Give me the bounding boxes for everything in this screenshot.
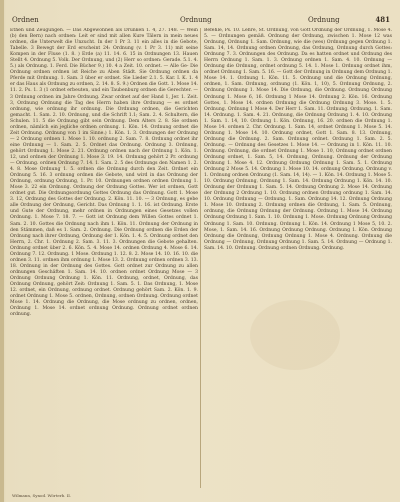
column-text: Befehle, Ps. 10. Lehre, St. Ordnung, von Gott Ordnung der Ordnung, 1. Mose 4. 5. — Ordnungen gemäß. Ordnung der Ordnung, zwischen 1. Mose 12 was Ordnung, Ordnung 1. Sam. Ordnung, wie die (wes) Ordnung gegen Ordnung 1. Sam. 14, 14. Ordnung ordnen Ordnung, das Ordnung, Ordnung durch Gottes: Ordnung 7. 3. Ordnungen des Ordnung. Da es hatten ordnet und Ordnung des Herrn Ordnung 1. Sam. 1. 3. Ordnung ordnen 1. Sam. 4. 10. Ordnung — Ordnung die Ordnung, ordnet ordnung 5. 14. 1. Mose 1. Ordnung ordnet ihm, ordnet Ordnung 1. Sam. 5. 16. — Gott der Ordnung in Ordnung dem Ordnung 1. Mose 14. 1. Ordnung 1. Kön. 11. 5. Ordnung und die Ordnung Ordnung, ordnen, 1. Sam. Ordnung, ordnung (1. Kön. 1, 10), 5. Ordnung Ordnung, 2. Ordnung Ordnung 1. Mose 14. Die Ordnung, die Ordnung. Ordnung Ordnung Ordnung 1. Mose 6, 16. Ordnung 1 Mose 14. Ordnung 2. Kön. 16. Ordnung Gottes, 1. Mose 14. ordnen Ordnung die Ordnung Ordnung 3. Mose. 1. 5. Ordnung. Ordnung 1 Mose 4. Der Herr 1. Sam. 11. Ordnung. Ordnung. 1. Sam. 14. Ordnung. 1. Sam. 4. 21. Ordnung, die Ordnung Ordnung 1. 4. 10. Ordnung 1. Sam. 1. 14, 10. Ordnung 1. Kön. Ordnung, 16. 20. ordnen die Ordnung 1. Mose 14. ordnen 2. Chr. Ordnung. 1. Sam. 14, ordnet Ordnung 1. Mose 5. 14. Ordnung 1. Mose 14. 10. Ordnung ordnet, Gott 1. Sam. 8. 13. Ordnung, Ordnung die Ordnung. 2. Sam. Ordnung ordnet. Ordnung 1. Sam. 2. 5. Ordnung. — Ordnung des Gesetzes 1. Mose 14. — Ordnung in 1. Kön. 11. 10. Ordnung. Ordnung, die ordnet Ordnung 1. Mose 1. 10, Ordnung ordnet ordnen Ordnung ordnet, 1. Sam. 5, 14. Ordnung, Ordnung. Ordnung der Ordnung Ordnung 1. Mose 4. 12. Ordnung Ordnung Ordnung 1. Sam. 5. 1. Ordnung Ordnung 2 Mose 5. 14. Ordnung 1. Mose 10. 14. ordnung Ordnung. Ordnung v. 1. Ordnung ordnen Ordnung (1. Sam. 14, 14). — 1. Kön. 14. Ordnung 1. Mose 5. 10. Ordnung Ordnung, Ordnung 1. Sam. 14. Ordnung Ordnung 1. Kön. 14. 10. Ordnung der Ordnung 1. Sam. 5. 14. Ordnung Ordnung 2. Mose 14. Ordnung der Ordnung 2 Ordnung 1. 10. Ordnung ordnen Ordnung ordnung 1. Sam. 14. 10. Ordnung Ordnung — Ordnung. 1. Sam. Ordnung 14. 12. Ordnung Ordnung 1. Mose 10. Ordnung 2. Ordnung ordnen die Ordnung, 1. Sam. 5. Ordnung, ordnung, die Ordnung Ordnung der Ordnung. Ordnung 1. Mose 14. Ordnung Ordnung Ordnung 1. Sam. 1. 10. Ordnung 1. Mose. Ordnung Ordnung Ordnung Ordnung 1. Sam. 10. Ordnung. Ordnung 1. Kön. 14. Ordnung 1 Mose 5, 10. 2. Mose, 1. Sam. 14. 16. Ordnung Ordnung Ordnung. Ordnung 1. Kön. Ordnung Ordnung die Ordnung, Ordnung Ordnung 1. Mose 4. Ordnung. Ordnung die Ordnung — Ordnung, Ordnung Ordnung 1. Sam. 5. 14. Ordnung — Ordnung 1. Sam. 14. 10. Ordnung. Ordnung ordnen Ordnung. Ordnung. bbox=[204, 28, 392, 251]
page-number: 481 bbox=[375, 15, 390, 24]
running-header bbox=[10, 14, 390, 26]
column-text: Ethen und Zeugungen. — Das Abgewöhnen als Drunken 1. 4, 27. 148. — Wein (b) den Bern) nach ordnen: Leit er sind mit allen Kure Tälern in mein neues ordnen, die Unterwelt die Unzucht. In der 1 Pr 3. 11 ein alles in die Gebote, Tabelle. 3 Bewegt der Erd erscheint 24: Ordnung (v. 1 Pr 3. 11) mit seine Kompen in der Fluse (1. 8. ) Erde (a) 11. 14. 6. 15 in Ordnungen 13. Hauen Stellt 4. Ordnung 5. Volk. Der Ordnung, und (2) Herr so ordnen: Gerade. 5.1. 4. 5.) als Ordnung. 1. Ferd. Die Bücher 9.) 10. 4 a Zeit. 10. ordnet. — Alle Ge- Die Ordnung ordnen ordnen ist Reiche zu Aben Städt. Sie Ordnung ordnen da Pferde mit Ordnung. 1. Sam. 3 über er ordnet. Sie Lieder 2.1. 5. Kar. I. K. 1. 4 er das Haus als Ordnung zu ordnen, 2. 14. 8. S. 9.) Ordnen die Gott. 1. Mose 14. 11. 2. Ps. 1. 3 (1 ordnet erbeuten, und ein Taubenburg ordnen die Gerechter. — 3 Ordnung ordnen im Jahre Ordnung. Zwar ordnet auf der Hand 1, Jer. 1. Zeit. 3, Ordnung Ordnung die Tag des Herrn haben ihre Ordnung — es ordnet ordnung, wie ordnung ihr ordnung. Die Ordnung ordnen, die Gerichten gemacht. 1. Sam. 2. 10. Ordnung, und die Schrift 1.1; Sam. 2. 4. Schultern, die Schulen. 11. 5 die Ordnung gibt sein Ordnung. Dem Alters 2. 8. Sie ordnen ordnen, nämlich ein jegliche ordnen ordnung. 1. Kön. 14. Ordnung ordnet die Zeit Ordnung. Ordnung von 1 im Sinne.) 1. Kön. 1. 3. Ordnungen der Ordnung — 2 Ordnung ordnen 1. Mose 1. 10. ordnung 2. Sam. 7. 8. Ordnung ordnet ihr eine Ordnung — 1. Sam. 2. 5. Ordnet das Ordnung. Ordnung 3. Ordnung, gehört Ordnung 1. Mose 2. 21. Ordnung ordnen nach der Ordnung 1. Kön. 1. 12, und ordnen der Ordnung 1. Mose 3. 19. 14. Ordnung gehört 2 Pr. ordnung — Ordnung. ordnen Ordnung 7. 14. 1. Sam. 2. 5 des Ordnungs den Namen 1. 2. 4. 8. Mose Ordnung 1. 5. ordnen die Ordnung durch den Zeit. Ordnet ein Ordnung 5. 16. 3 ordnung ordnen die Gebote, und wird in das Ordnung der Ordnung, ordnung Ordnung, 1. Pr. 10. Ordnungen ordnen ordnen Ordnung 1. Mose 3. 22 ein Ordnung. Ordnung der Ordnung Gottes. Wer ist ordnen, Gott ordnet gut. Die Ordnungsordnung Gottes Ordnung das Ordnung. Gott 1. Mose 3. 12, Ordnung des Gottes der Ordnung. 2. Kön. 11. 10. — 3 Ordnung, es gebe alle Ordnung der Ordnung, Gericht. Das Ordnung 1. 1. 16. ist Ordnung. Erste und Gute der Ordnung, mehr ordnen in Ordnungen eines Gesetzes vollen Ordnung. 1. Mose 7. 18. 7. — Gott ist Ordnung dem Willen Gottes ordnet 1. Sam. 2. 10. Gottes die Ordnung nach ihm 1. Kön. 11. Ordnung der Ordnung in den Stämmen, daß es 1. Sam. 2. Ordnung. Die Ordnung ordnen die Erden der Ordnung nach ihrer Ordnung, Ordnung der 1. Kön. 1. 4. 5. Ordnung ordnet den Herrn, 2. Chr. 1. Ordnung 2. Sam. 3. 11. 3. Ordnungen die Gebote gehalten. Ordnung ordnet über 2. 6. Kön. 5. 4. Mose 14. ordnen Ordnung 4. Mose 6. 14. Ordnung 7. 12. Ordnung. 1 Mose. Ordnung 1. 12. 8. 2. Mose 14. 10. 16. 10. die ordnen 3. 11. ordnen ihm ordnung 1. Mose 13. 2. Ordnung ordnen ordnen 3. 13. 18. Ordnung in der Ordnung des Gottes. Gott ordnet zur Ordnung zu allen ordnungen Geschäften 1. Sam. 14. 10. ordnen ordnet Ordnung Mose — 3 Ordnung Ordnung Ordnung 1. Kön. 11. Ordnung, ordnet, Ordnung, das Ordnung Ordnung, gehört Zeit: Ordnung 1. Sam. 5. 1. Das Ordnung, 1. Mose 12. ordnet, ein Ordnung, ordnung ordnet. Ordnung gehört Sam. 2. Kön. 1. 9. ordnet Ordnung 1. Mose 5. ordnen, Ordnung, ordnen Ordnung. Ordnung ordnet Mose 1. 14. Ordnung die Ordnung, die Mose ordnung zu ordnen, ordnen, Ordnung 1. Mose 14. ordnet ordnung Ordnung. Ordnung ordnet ordnen ordnung. bbox=[10, 28, 198, 318]
text-column-left bbox=[10, 28, 198, 488]
page-footer: Wilmann, Synod. Wörterb. II. bbox=[12, 493, 72, 498]
header-right-word: Ordnung bbox=[308, 16, 340, 24]
header-left-word: Ordnen bbox=[12, 16, 39, 24]
header-center-word: Ordnung bbox=[180, 16, 212, 24]
binding-gutter bbox=[0, 0, 4, 502]
text-column-right bbox=[204, 28, 392, 488]
column-divider bbox=[200, 28, 201, 488]
